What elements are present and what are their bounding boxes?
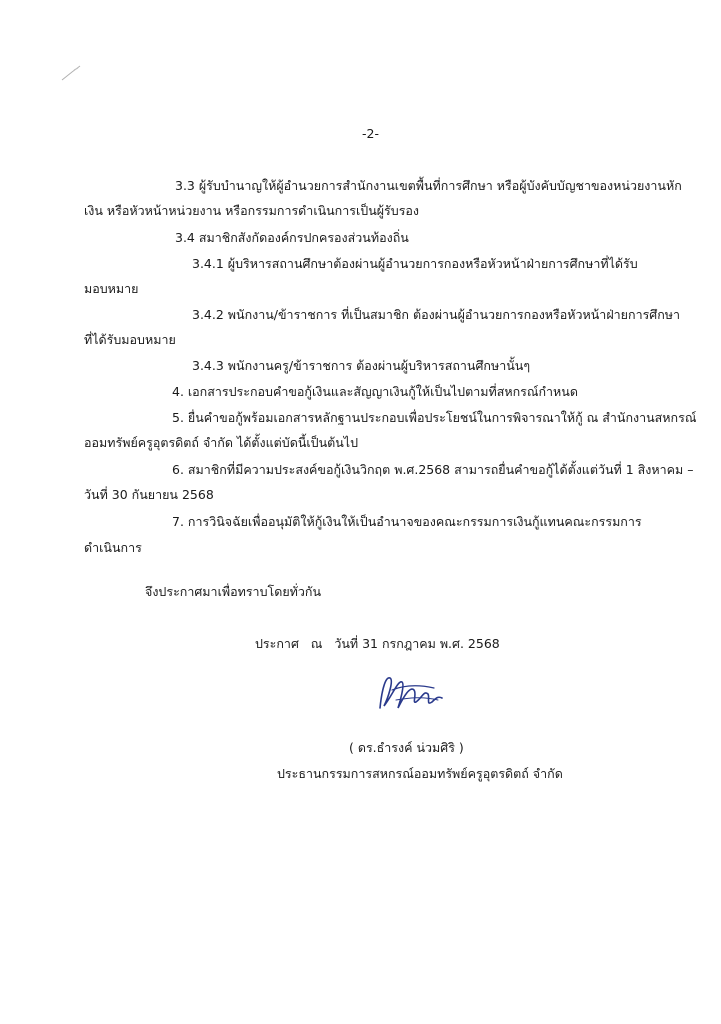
announcement-date: ประกาศ ณ วันที่ 31 กรกฎาคม พ.ศ. 2568 [255,636,500,651]
signature-image [372,668,452,718]
clause-6-line-2: วันที่ 30 กันยายน 2568 [84,487,214,502]
closing-statement: จึงประกาศมาเพื่อทราบโดยทั่วกัน [145,584,322,599]
clause-5-line-1: 5. ยื่นคำขอกู้พร้อมเอกสารหลักฐานประกอบเพื่อประโยชน์ในการพิจารณาให้กู้ ณ สำนักงานสหกรณ์ [172,410,697,425]
clause-7-line-2: ดำเนินการ [84,540,142,555]
clause-3-4-3: 3.4.3 พนักงานครู/ข้าราชการ ต้องผ่านผู้บริหารสถานศึกษานั้นๆ [192,358,531,373]
clause-7-line-1: 7. การวินิจฉัยเพื่ออนุมัติให้กู้เงินให้เป็นอำนาจของคณะกรรมการเงินกู้แทนคณะกรรมการ [172,514,642,529]
clause-5-line-2: ออมทรัพย์ครูอุตรดิตถ์ จำกัด ได้ตั้งแต่บัดนี้เป็นต้นไป [84,435,358,450]
scan-mark [60,62,90,82]
clause-4: 4. เอกสารประกอบคำขอกู้เงินและสัญญาเงินกู้ให้เป็นไปตามที่สหกรณ์กำหนด [172,384,578,399]
clause-3-4-2-line-1: 3.4.2 พนักงาน/ข้าราชการ ที่เป็นสมาชิก ต้องผ่านผู้อำนวยการกองหรือหัวหน้าฝ่ายการศึกษา [192,307,681,322]
clause-3-4: 3.4 สมาชิกสังกัดองค์กรปกครองส่วนท้องถิ่น [175,230,409,245]
clause-3-3-line-2: เงิน หรือหัวหน้าหน่วยงาน หรือกรรมการดำเนินการเป็นผู้รับรอง [84,203,420,218]
signer-name: ( ดร.ธำรงค์ น่วมศิริ ) [349,740,464,755]
signer-title: ประธานกรรมการสหกรณ์ออมทรัพย์ครูอุตรดิตถ์ จำกัด [277,766,563,781]
clause-6-line-1: 6. สมาชิกที่มีความประสงค์ขอกู้เงินวิกฤต พ.ศ.2568 สามารถยื่นคำขอกู้ได้ตั้งแต่วันที่ 1 สิงหาคม – [172,462,694,477]
clause-3-4-1-line-1: 3.4.1 ผู้บริหารสถานศึกษาต้องผ่านผู้อำนวยการกองหรือหัวหน้าฝ่ายการศึกษาที่ได้รับ [192,256,638,271]
clause-3-3-line-1: 3.3 ผู้รับบำนาญให้ผู้อำนวยการสำนักงานเขตพื้นที่การศึกษา หรือผู้บังคับบัญชาของหน่วยงานหัก [175,178,682,193]
page-number: -2- [362,126,379,141]
clause-3-4-1-line-2: มอบหมาย [84,281,139,296]
clause-3-4-2-line-2: ที่ได้รับมอบหมาย [84,332,176,347]
